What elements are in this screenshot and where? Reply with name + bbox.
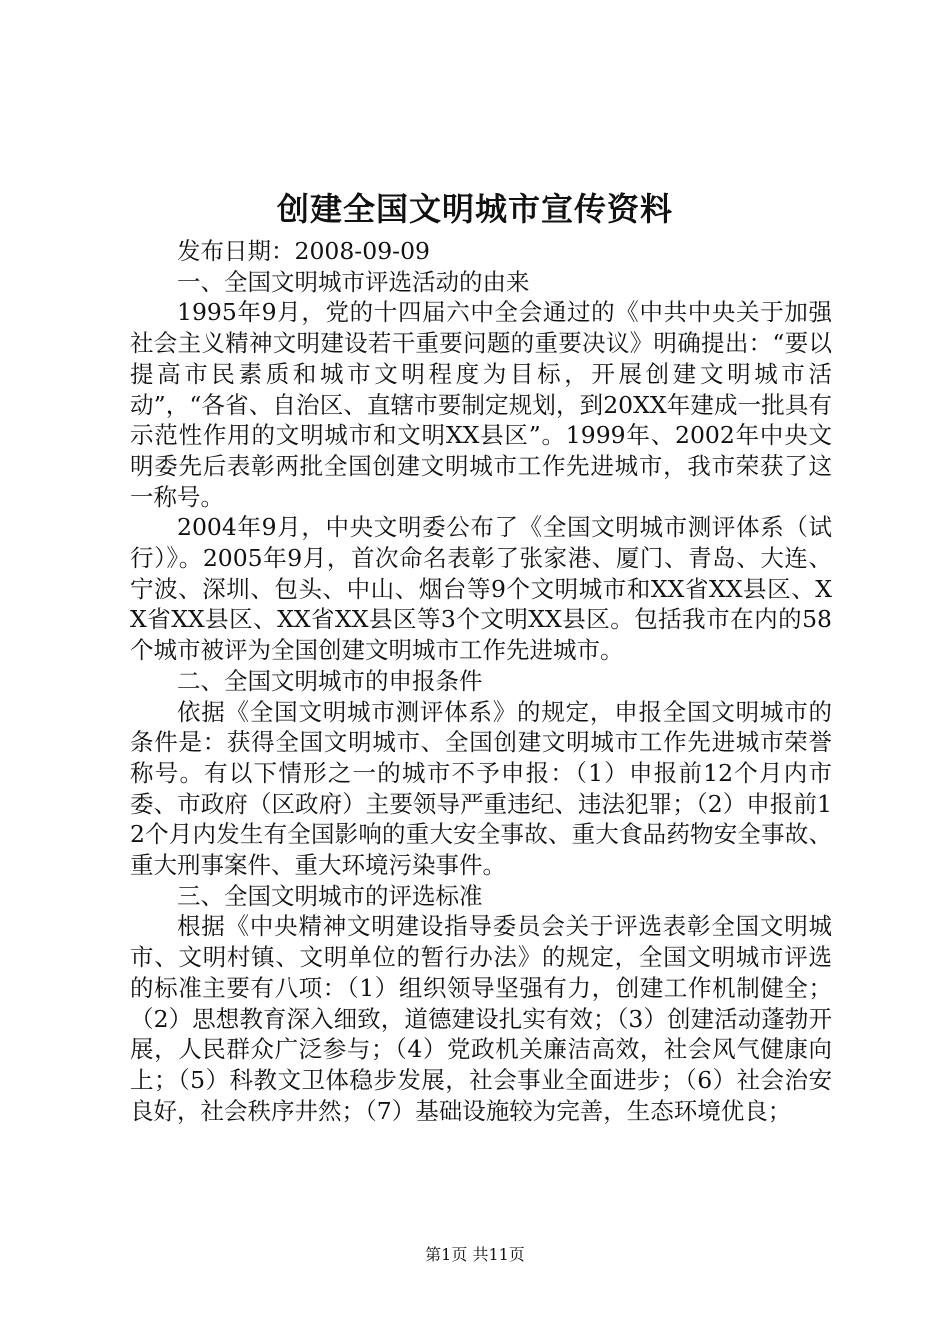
section-heading-3: 三、全国文明城市的评选标准 — [177, 881, 483, 910]
page-number: 第1页 共11页 — [425, 1245, 525, 1264]
paragraph: 根据《中央精神文明建设指导委员会关于评选表彰全国文明城市、文明村镇、文明单位的暂行办法》的规定，全国文明城市评选的标准主要有八项：（1）组织领导坚强有力，创建工作机制健全；（2）思想教育深入细致，道德建设扎实有效；（3）创建活动蓬勃开展，人民群众广泛参与；（4）党政机关廉洁高效，社会风气健康向上；（5）科教文卫体稳步发展，社会事业全面进步；（6）社会治安良好，社会秩序井然；（7）基础设施较为完善，生态环境优良； — [130, 912, 832, 1125]
paragraph: 依据《全国文明城市测评体系》的规定，申报全国文明城市的条件是：获得全国文明城市、全国创建文明城市工作先进城市荣誉称号。有以下情形之一的城市不予申报：（1）申报前12个月内市委、市政府（区政府）主要领导严重违纪、违法犯罪；（2）申报前12个月内发生有全国影响的重大安全事故、重大食品药物安全事故、重大刑事案件、重大环境污染事件。 — [130, 697, 832, 880]
paragraph: 1995年9月，党的十四届六中全会通过的《中共中央关于加强社会主义精神文明建设若干重要问题的重要决议》明确提出：“要以提高市民素质和城市文明程度为目标，开展创建文明城市活动”，“各省、自治区、直辖市要制定规划，到20XX年建成一批具有示范性作用的文明城市和文明XX县区”。1999年、2002年中央文明委先后表彰两批全国创建文明城市工作先进城市，我市荣获了这一称号。 — [130, 298, 832, 511]
paragraph: 2004年9月，中央文明委公布了《全国文明城市测评体系（试行）》。2005年9月，首次命名表彰了张家港、厦门、青岛、大连、宁波、深圳、包头、中山、烟台等9个文明城市和XX省XX县区、XX省XX县区、XX省XX县区等3个文明XX县区。包括我市在内的58个城市被评为全国创建文明城市工作先进城市。 — [130, 513, 832, 665]
document-body — [130, 236, 832, 1126]
document-title: 创建全国文明城市宣传资料 — [276, 190, 673, 228]
section-heading-2: 二、全国文明城市的申报条件 — [177, 666, 483, 695]
publish-date: 发布日期：2008-09-09 — [177, 237, 430, 265]
section-heading-1: 一、全国文明城市评选活动的由来 — [177, 267, 530, 296]
